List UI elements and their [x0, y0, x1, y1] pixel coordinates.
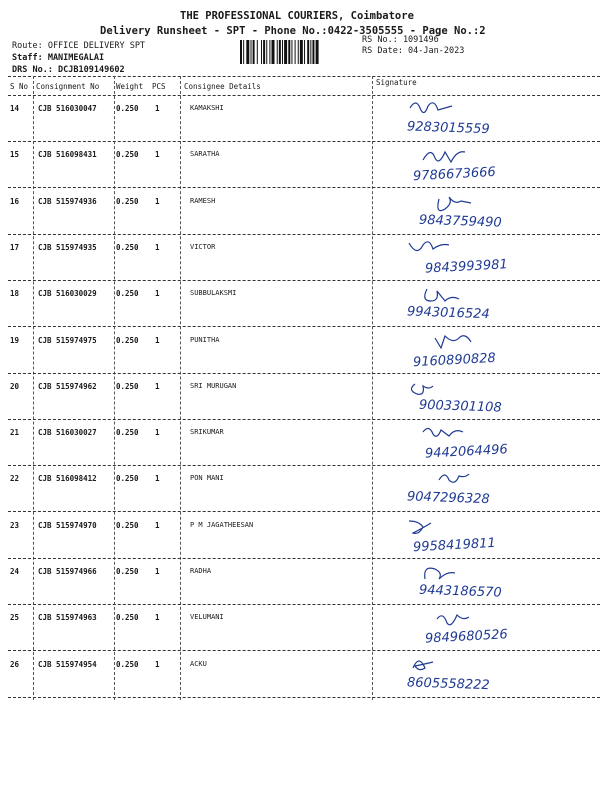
company-title: THE PROFESSIONAL COURIERS, Coimbatore — [180, 10, 414, 22]
row-pcs: 1 — [155, 567, 160, 576]
barcode-bar — [288, 40, 290, 64]
table-row — [0, 420, 600, 466]
row-sno: 23 — [10, 520, 20, 530]
row-sno: 21 — [10, 428, 20, 438]
row-pcs: 1 — [155, 659, 160, 669]
table-row — [0, 189, 600, 235]
table-row — [0, 328, 600, 374]
table-row — [0, 142, 600, 188]
signature-scribble — [435, 335, 471, 347]
barcode-bar — [304, 40, 305, 64]
signature-phone: 9958419811 — [412, 535, 497, 555]
signature-phone: 9283015559 — [406, 119, 490, 138]
table-row — [0, 235, 600, 281]
barcode-bar — [251, 40, 252, 64]
signature-scribble — [423, 429, 463, 437]
barcode-bar — [277, 40, 278, 64]
barcode-bar — [284, 40, 287, 64]
signature-scribble — [413, 661, 433, 670]
barcode-bar — [282, 40, 283, 64]
col-header-weight: Weight — [116, 82, 144, 91]
barcode-bar — [279, 40, 281, 64]
signature-scribble — [423, 152, 465, 162]
row-consignment-no: CJB 515974954 — [38, 659, 97, 669]
row-weight: 0.250 — [116, 150, 139, 160]
row-consignee: RADHA — [190, 567, 212, 575]
rs-number: RS No.: 1091496 — [362, 35, 439, 45]
col-header-sno: S No — [10, 82, 29, 91]
row-consignee: SUBBULAKSMI — [190, 289, 237, 298]
staff-label: Staff: MANIMEGALAI — [12, 53, 105, 63]
row-weight: 0.250 — [116, 381, 139, 391]
signature-phone: 9443186570 — [418, 582, 502, 601]
barcode-bar — [307, 40, 309, 64]
row-weight: 0.250 — [116, 659, 139, 669]
row-sno: 26 — [10, 659, 20, 669]
row-consignment-no: CJB 515974962 — [38, 381, 97, 391]
signature-handwriting — [395, 330, 585, 370]
row-consignment-no: CJB 516030047 — [38, 104, 97, 113]
row-weight: 0.250 — [116, 335, 139, 345]
barcode-bar — [312, 40, 314, 64]
barcode-bar — [300, 40, 303, 64]
signature-phone: 9786673666 — [412, 165, 497, 185]
barcode-bar — [298, 40, 299, 64]
row-weight: 0.250 — [116, 613, 139, 623]
row-consignment-no: CJB 515974963 — [38, 613, 97, 623]
signature-handwriting — [395, 468, 585, 508]
table-row — [0, 513, 600, 559]
signature-handwriting — [395, 283, 585, 323]
row-sno: 17 — [10, 242, 20, 252]
signature-scribble — [425, 289, 459, 301]
table-row — [0, 559, 600, 605]
table-row — [0, 605, 600, 651]
barcode-bar — [266, 40, 267, 64]
signature-scribble — [425, 568, 455, 579]
barcode-bar — [269, 40, 270, 64]
signature-handwriting — [395, 376, 585, 416]
signature-handwriting — [395, 98, 585, 138]
signature-handwriting — [395, 561, 585, 601]
table-row — [0, 374, 600, 420]
signature-handwriting — [395, 144, 585, 184]
col-header-consignee: Consignee Details — [184, 82, 261, 91]
row-pcs: 1 — [155, 242, 160, 252]
row-consignee: VICTOR — [190, 242, 216, 251]
barcode-bar — [246, 40, 249, 64]
signature-phone: 8605558222 — [406, 674, 490, 693]
barcode-bar — [253, 40, 255, 64]
barcode-bar — [257, 40, 258, 64]
row-consignment-no: CJB 515974975 — [38, 335, 97, 345]
row-consignment-no: CJB 516030029 — [38, 289, 97, 299]
table-row — [0, 96, 600, 142]
row-sno: 15 — [10, 150, 20, 160]
signature-scribble — [411, 384, 433, 394]
barcode-bar — [310, 40, 311, 64]
row-pcs: 1 — [155, 289, 160, 299]
row-consignment-no: CJB 516098412 — [38, 474, 97, 484]
signature-phone: 9047296328 — [406, 489, 490, 508]
row-consignment-no: CJB 515974935 — [38, 242, 97, 252]
signature-handwriting — [395, 237, 585, 277]
row-weight: 0.250 — [116, 474, 139, 484]
row-sno: 24 — [10, 567, 20, 576]
row-pcs: 1 — [155, 335, 160, 345]
row-sno: 16 — [10, 196, 20, 206]
barcode-bar — [243, 40, 244, 64]
signature-handwriting — [395, 191, 585, 231]
col-header-pcs: PCS — [152, 82, 166, 91]
row-sno: 25 — [10, 613, 20, 623]
barcode-bar — [291, 40, 292, 64]
signature-phone: 9943016524 — [406, 304, 490, 323]
row-weight: 0.250 — [116, 428, 139, 438]
row-consignment-no: CJB 516030027 — [38, 428, 97, 438]
signature-scribble — [437, 615, 469, 625]
barcode-bar — [316, 40, 319, 64]
row-consignee: SRI MURUGAN — [190, 381, 237, 390]
signature-handwriting — [395, 422, 585, 462]
row-consignee: ACKU — [190, 659, 207, 668]
barcode-bar — [240, 40, 242, 64]
row-pcs: 1 — [155, 428, 160, 438]
col-header-consignment: Consignment No — [36, 82, 100, 91]
signature-handwriting — [395, 515, 585, 555]
row-weight: 0.250 — [116, 104, 139, 113]
row-consignee: KAMAKSHI — [190, 104, 224, 112]
row-weight: 0.250 — [116, 242, 139, 252]
row-consignee: PON MANI — [190, 474, 224, 483]
header-top-rule — [8, 76, 600, 77]
route-label: Route: OFFICE DELIVERY SPT — [12, 41, 146, 51]
row-pcs: 1 — [155, 150, 160, 160]
row-pcs: 1 — [155, 613, 160, 623]
row-consignee: SARATHA — [190, 150, 220, 159]
signature-scribble — [438, 197, 471, 211]
row-divider — [8, 697, 600, 698]
signature-phone: 9849680526 — [424, 627, 509, 647]
signature-phone: 9442064496 — [424, 442, 509, 462]
row-consignee: P M JAGATHEESAN — [190, 520, 254, 529]
rs-date: RS Date: 04-Jan-2023 — [362, 46, 465, 56]
signature-scribble — [410, 103, 452, 113]
drs-number: DRS No.: DCJB109149602 — [12, 65, 125, 75]
row-pcs: 1 — [155, 520, 160, 530]
row-weight: 0.250 — [116, 520, 139, 530]
signature-phone: 9160890828 — [412, 350, 497, 370]
row-pcs: 1 — [155, 381, 160, 391]
signature-scribble — [409, 242, 449, 251]
row-consignment-no: CJB 516098431 — [38, 150, 97, 160]
signature-phone: 9843993981 — [424, 257, 509, 277]
signature-scribble — [439, 474, 469, 482]
row-sno: 14 — [10, 104, 20, 113]
row-consignee: PUNITHA — [190, 335, 220, 344]
signature-handwriting — [395, 607, 585, 647]
row-pcs: 1 — [155, 196, 160, 206]
barcode-bar — [263, 40, 265, 64]
signature-scribble — [409, 521, 431, 533]
row-sno: 20 — [10, 381, 20, 391]
row-consignee: RAMESH — [190, 196, 216, 205]
barcode-bar — [295, 40, 296, 64]
row-consignee: VELUMANI — [190, 613, 224, 622]
row-pcs: 1 — [155, 474, 160, 484]
row-consignment-no: CJB 515974966 — [38, 567, 97, 576]
row-sno: 19 — [10, 335, 20, 345]
row-weight: 0.250 — [116, 289, 139, 299]
signature-phone: 9843759490 — [418, 212, 502, 231]
row-weight: 0.250 — [116, 196, 139, 206]
signature-handwriting — [395, 654, 585, 694]
row-consignment-no: CJB 515974970 — [38, 520, 97, 530]
table-row — [0, 466, 600, 512]
barcode-bar — [261, 40, 262, 64]
row-weight: 0.250 — [116, 567, 139, 576]
row-consignment-no: CJB 515974936 — [38, 196, 97, 206]
barcode-bar — [272, 40, 275, 64]
table-row — [0, 281, 600, 327]
col-header-signature: Signature — [376, 78, 417, 87]
barcode-image — [240, 40, 352, 64]
row-consignee: SRIKUMAR — [190, 428, 224, 437]
runsheet-subtitle: Delivery Runsheet - SPT - Phone No.:0422-3505555 - Page No.:2 — [100, 25, 486, 37]
table-row — [0, 652, 600, 698]
row-sno: 22 — [10, 474, 20, 484]
row-pcs: 1 — [155, 104, 160, 113]
signature-phone: 9003301108 — [418, 397, 502, 416]
row-sno: 18 — [10, 289, 20, 299]
